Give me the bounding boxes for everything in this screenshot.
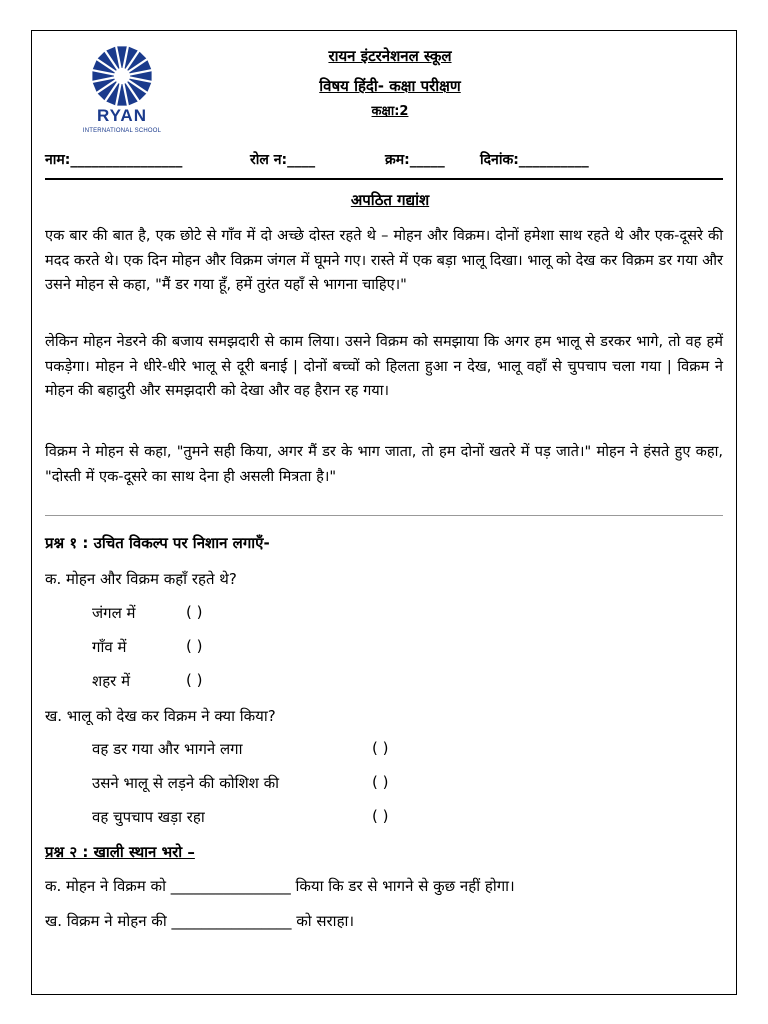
passage-paragraph-1: एक बार की बात है, एक छोटे से गाँव में दो अच्छे दोस्त रहते थे – मोहन और विक्रम। दोनों हमेशा साथ रहते थे और एक-दूसरे की मदद करते थे। एक दिन मोहन और विक्रम जंगल में घूमने गए। रास्ते में एक बड़ा भालू दिखा। भालू को देख कर विक्रम डर गया और उसने मोहन से कहा, "मैं डर गया हूँ, हमें तुरंत यहाँ से भागना चाहिए।": [45, 227, 723, 293]
answer-box-1b-2[interactable]: ( ): [372, 773, 389, 791]
section-divider: [45, 515, 723, 516]
answer-box-1a-1[interactable]: ( ): [186, 603, 203, 621]
header-divider: [45, 178, 723, 180]
question-1-heading: प्रश्न १ : उचित विकल्प पर निशान लगाएँ-: [45, 534, 270, 552]
logo-name: RYAN: [97, 106, 147, 125]
option-1a-2: गाँव में: [92, 638, 127, 656]
question-2b-text[interactable]: ख. विक्रम ने मोहन की ________________ को सराहा।: [45, 912, 355, 930]
passage-title: अपठित गद्यांश: [350, 191, 430, 209]
class-label: कक्षा:2: [371, 104, 409, 119]
option-1a-3: शहर में: [92, 672, 131, 690]
question-1a-text: क. मोहन और विक्रम कहाँ रहते थे?: [45, 570, 237, 588]
question-1b-text: ख. भालू को देख कर विक्रम ने क्या किया?: [45, 707, 276, 725]
option-1a-1: जंगल में: [92, 604, 136, 622]
question-2a-text[interactable]: क. मोहन ने विक्रम को ________________ किया कि डर से भागने से कुछ नहीं होगा।: [45, 877, 515, 895]
answer-box-1a-2[interactable]: ( ): [186, 637, 203, 655]
passage-paragraph-2: लेकिन मोहन नेडरने की बजाय समझदारी से काम लिया। उसने विक्रम को समझाया कि अगर हम भालू से डरकर भागे, तो वह हमें पकड़ेगा। मोहन ने धीरे-धीरे भालू से दूरी बनाई | दोनों बच्चों को हिलता हुआ न देख, भालू वहाँ से चुपचाप चला गया | विक्रम ने मोहन की बहादुरी और समझदारी को देखा और वह हैरान रह गया।: [45, 333, 723, 399]
answer-box-1a-3[interactable]: ( ): [186, 671, 203, 689]
school-name: रायन इंटरनेशनल स्कूल: [328, 47, 452, 65]
school-logo: [70, 44, 174, 140]
name-field: नाम:________________: [45, 152, 183, 168]
date-field: दिनांक:__________: [480, 152, 589, 168]
passage-paragraph-3: विक्रम ने मोहन से कहा, "तुमने सही किया, अगर मैं डर के भाग जाता, तो हम दोनों खतरे में पड़ जाते।" मोहन ने हंसते हुए कहा, "दोस्ती में एक-दूसरे का साथ देना ही असली मित्रता है।": [45, 443, 723, 485]
subject-title: विषय हिंदी- कक्षा परीक्षण: [319, 77, 461, 95]
roll-field: रोल न:____: [250, 152, 316, 168]
answer-box-1b-1[interactable]: ( ): [372, 739, 389, 757]
logo-subtitle: INTERNATIONAL SCHOOL: [82, 128, 162, 134]
option-1b-2: उसने भालू से लड़ने की कोशिश की: [92, 774, 280, 792]
option-1b-1: वह डर गया और भागने लगा: [92, 740, 243, 758]
option-1b-3: वह चुपचाप खड़ा रहा: [92, 808, 205, 826]
answer-box-1b-3[interactable]: ( ): [372, 807, 389, 825]
sunburst-icon: [70, 44, 174, 106]
order-field: क्रम:_____: [385, 152, 445, 168]
question-2-heading: प्रश्न २ : खाली स्थान भरो –: [45, 843, 195, 861]
